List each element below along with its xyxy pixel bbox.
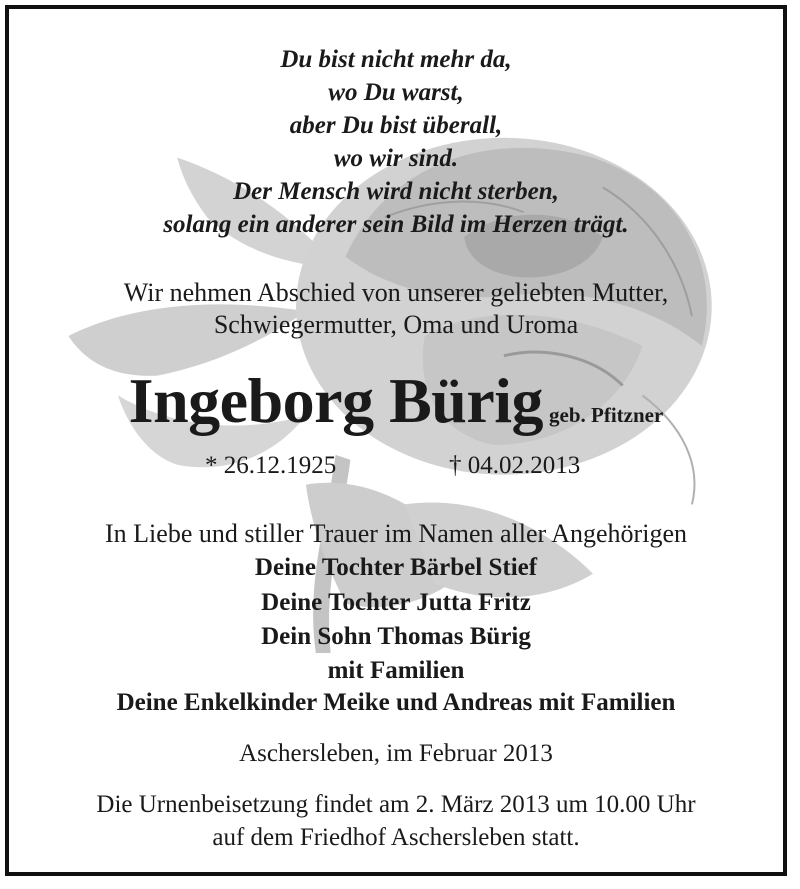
mourner-line: Deine Tochter Jutta Fritz bbox=[261, 589, 531, 616]
poem-line-6: solang ein anderer sein Bild im Herzen trägt. bbox=[163, 211, 629, 238]
intro-line-2: Schwiegermutter, Oma und Uroma bbox=[213, 310, 579, 339]
mourners-intro: In Liebe und stiller Trauer im Namen aller Angehörigen bbox=[105, 519, 687, 548]
poem-line-5: Der Mensch wird nicht sterben, bbox=[233, 178, 559, 205]
death-date: † 04.02.2013 bbox=[449, 452, 581, 479]
mourner-line: Dein Sohn Thomas Bürig bbox=[261, 623, 531, 650]
mourner-line: Deine Tochter Bärbel Stief bbox=[254, 554, 538, 581]
intro-line-1: Wir nehmen Abschied von unserer geliebten Mutter, bbox=[123, 278, 669, 307]
burial-line-2: auf dem Friedhof Aschersleben statt. bbox=[212, 824, 580, 851]
poem-line-1: Du bist nicht mehr da, bbox=[280, 46, 512, 73]
maiden-name: geb. Pfitzner bbox=[549, 403, 664, 427]
poem-line-4: wo wir sind. bbox=[333, 145, 459, 172]
birth-date: * 26.12.1925 bbox=[205, 452, 337, 479]
mourner-line: mit Familien bbox=[327, 657, 465, 684]
burial-line-1: Die Urnenbeisetzung findet am 2. März 2013 um 10.00 Uhr bbox=[96, 791, 696, 818]
place-date: Aschersleben, im Februar 2013 bbox=[239, 740, 553, 767]
poem-line-2: wo Du warst, bbox=[328, 79, 464, 106]
deceased-name-row bbox=[9, 364, 783, 438]
deceased-name: Ingeborg Bürig bbox=[128, 365, 544, 436]
poem-line-3: aber Du bist überall, bbox=[289, 112, 503, 139]
obituary-notice bbox=[5, 5, 787, 876]
mourner-line: Deine Enkelkinder Meike und Andreas mit Familien bbox=[116, 689, 676, 716]
